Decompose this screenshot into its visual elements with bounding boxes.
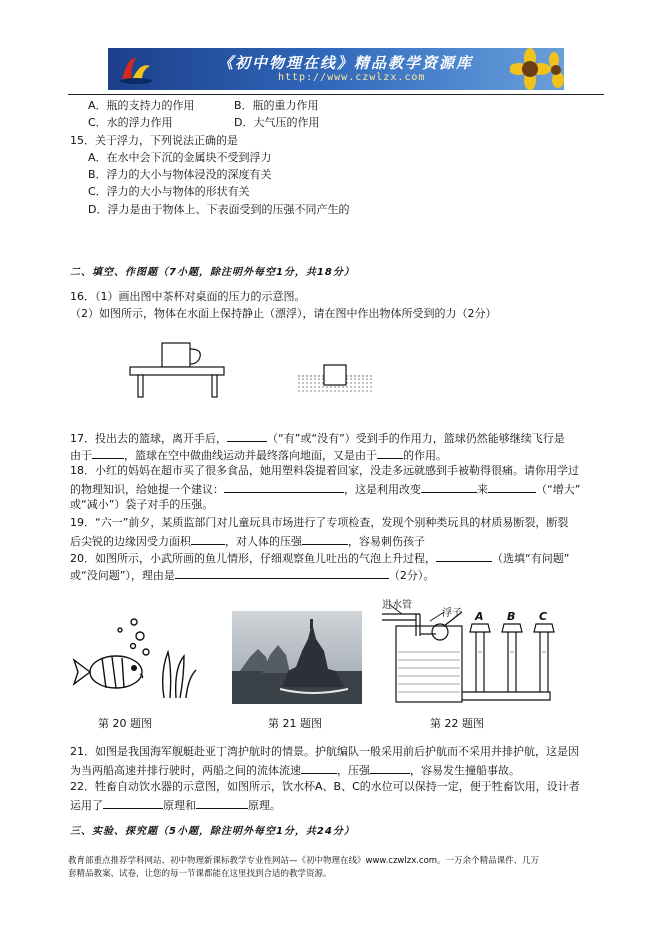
q21-line-2	[70, 762, 520, 778]
water-device-figure	[380, 596, 560, 706]
q17-line-1	[70, 430, 565, 446]
q22-blank-2[interactable]	[196, 797, 248, 809]
q16-line-2: （2）如图所示，物体在水面上保持静止（漂浮），请在图中作出物体所受到的力（2分）	[70, 307, 497, 320]
q15-option-a: A．在水中会下沉的金属块不受到浮力	[88, 151, 272, 164]
q18-text-1: 的物理知识，给她提一个建议：	[70, 483, 224, 496]
q14-option-a: A．瓶的支持力的作用	[88, 99, 195, 112]
section-3-heading: 三、实验、探究题（5小题，除注明外每空1分，共24分）	[70, 826, 355, 837]
q22-text-3: 原理。	[248, 799, 281, 812]
q18-line-3: 或“减小”）袋子对手的压强。	[70, 498, 214, 511]
q16-line-1: 16．（1）画出图中茶杯对桌面的压力的示意图。	[70, 290, 306, 303]
q15-option-d: D．浮力是由于物体上、下表面受到的压强不同产生的	[88, 203, 350, 216]
q20-line-1	[70, 550, 569, 566]
q20-blank-2[interactable]	[175, 567, 389, 579]
caption-fig-22: 第 22 题图	[430, 717, 484, 730]
q14-option-b: B．瓶的重力作用	[234, 99, 319, 112]
q17-blank-1[interactable]	[227, 430, 267, 442]
q21-blank-1[interactable]	[301, 762, 337, 774]
q22-line-1: 22．牲畜自动饮水器的示意图，如图所示，饮水杯A、B、C的水位可以保持一定，便于牲畜饮用，设计者	[70, 780, 580, 793]
q18-line-2	[70, 481, 580, 497]
q21-line-1: 21．如图是我国海军舰艇赴亚丁湾护航时的情景。护航编队一般采用前后护航而不采用并排护航，这是因	[70, 745, 579, 758]
q20-text-3: 或“没问题”），理由是	[70, 569, 175, 582]
q15-option-c: C．浮力的大小与物体的形状有关	[88, 185, 250, 198]
q21-text-2: ，压强	[337, 764, 370, 777]
footer-line-2: 套精品教案、试卷，让您的每一节课都能在这里找到合适的教学资源。	[68, 869, 332, 879]
q17-line-2	[70, 447, 447, 463]
label-cup-c: C	[539, 610, 548, 623]
q20-text-1: 20．如图所示，小武所画的鱼儿情形，仔细观察鱼儿吐出的气泡上升过程，	[70, 552, 436, 565]
logo-icon	[116, 52, 156, 86]
banner-url: http://www.czwlzx.com	[278, 72, 426, 83]
q19-text-2: ，对人体的压强	[225, 535, 302, 548]
warships-photo	[232, 611, 362, 704]
q17-text-2: （“有”或“没有”）受到手的作用力，篮球仍然能够继续飞行是	[267, 432, 565, 445]
q18-line-1: 18．小红的妈妈在超市买了很多食品，她用塑料袋提着回家，没走多远就感到手被勒得很痛。请你用学过	[70, 464, 579, 477]
q19-blank-2[interactable]	[302, 533, 348, 545]
q19-blank-1[interactable]	[191, 533, 225, 545]
q21-text-1: 为当两船高速并排行驶时，两船之间的流体流速	[70, 764, 301, 777]
q20-text-2: （选填“有问题”	[492, 552, 570, 565]
caption-fig-20: 第 20 题图	[98, 717, 152, 730]
q20-line-2	[70, 567, 434, 583]
q17-blank-3[interactable]	[377, 447, 403, 459]
q14-option-d: D．大气压的作用	[234, 116, 320, 129]
q19-text-1: 后尖锐的边缘因受力面积	[70, 535, 191, 548]
q18-blank-3[interactable]	[488, 481, 536, 493]
q17-blank-2[interactable]	[92, 447, 124, 459]
label-cup-b: B	[507, 610, 516, 623]
label-inlet-pipe: 进水管	[382, 600, 412, 611]
q18-text-2: ，这是利用改变	[344, 483, 421, 496]
q18-blank-2[interactable]	[421, 481, 477, 493]
q22-line-2	[70, 797, 281, 813]
q22-blank-1[interactable]	[103, 797, 163, 809]
footer-line-1: 教育部重点推荐学科网站、初中物理新课标教学专业性网站—《初中物理在线》www.czwlzx.com。一万余个精品课件、几万	[68, 856, 540, 866]
q18-text-3: 来	[477, 483, 488, 496]
q17-text-4: ，篮球在空中做曲线运动并最终落向地面，又是由于	[124, 449, 377, 462]
q19-line-2	[70, 533, 425, 549]
label-cup-a: A	[475, 610, 484, 623]
q15-option-b: B．浮力的大小与物体浸没的深度有关	[88, 168, 272, 181]
fish-figure	[72, 612, 202, 698]
label-float: 浮子	[442, 608, 462, 619]
q19-line-1: 19．“六一”前夕，某质监部门对儿童玩具市场进行了专项检查，发现个别种类玩具的材质易断裂，断裂	[70, 516, 569, 529]
q18-blank-1[interactable]	[224, 481, 344, 493]
caption-fig-21: 第 21 题图	[268, 717, 322, 730]
q21-text-3: ，容易发生撞船事故。	[410, 764, 520, 777]
floating-block-figure	[298, 362, 374, 394]
q22-text-1: 运用了	[70, 799, 103, 812]
sunflower-icon	[510, 48, 564, 90]
header-banner	[108, 48, 564, 90]
q17-text-1: 17．投出去的篮球，离开手后，	[70, 432, 227, 445]
q15-stem: 15．关于浮力，下列说法正确的是	[70, 134, 238, 147]
q14-option-c: C．水的浮力作用	[88, 116, 173, 129]
q22-text-2: 原理和	[163, 799, 196, 812]
header-rule	[68, 94, 604, 95]
q21-blank-2[interactable]	[370, 762, 410, 774]
q18-text-4: （“增大”	[536, 483, 581, 496]
q17-text-5: 的作用。	[403, 449, 447, 462]
q17-text-3: 由于	[70, 449, 92, 462]
banner-title: 《初中物理在线》精品教学资源库	[218, 54, 474, 72]
table-cup-figure	[128, 338, 228, 398]
section-2-heading: 二、填空、作图题（7小题，除注明外每空1分，共18分）	[70, 267, 355, 278]
q20-text-4: （2分）。	[388, 569, 435, 582]
q20-blank-1[interactable]	[436, 550, 492, 562]
q19-text-3: ，容易刺伤孩子	[348, 535, 425, 548]
